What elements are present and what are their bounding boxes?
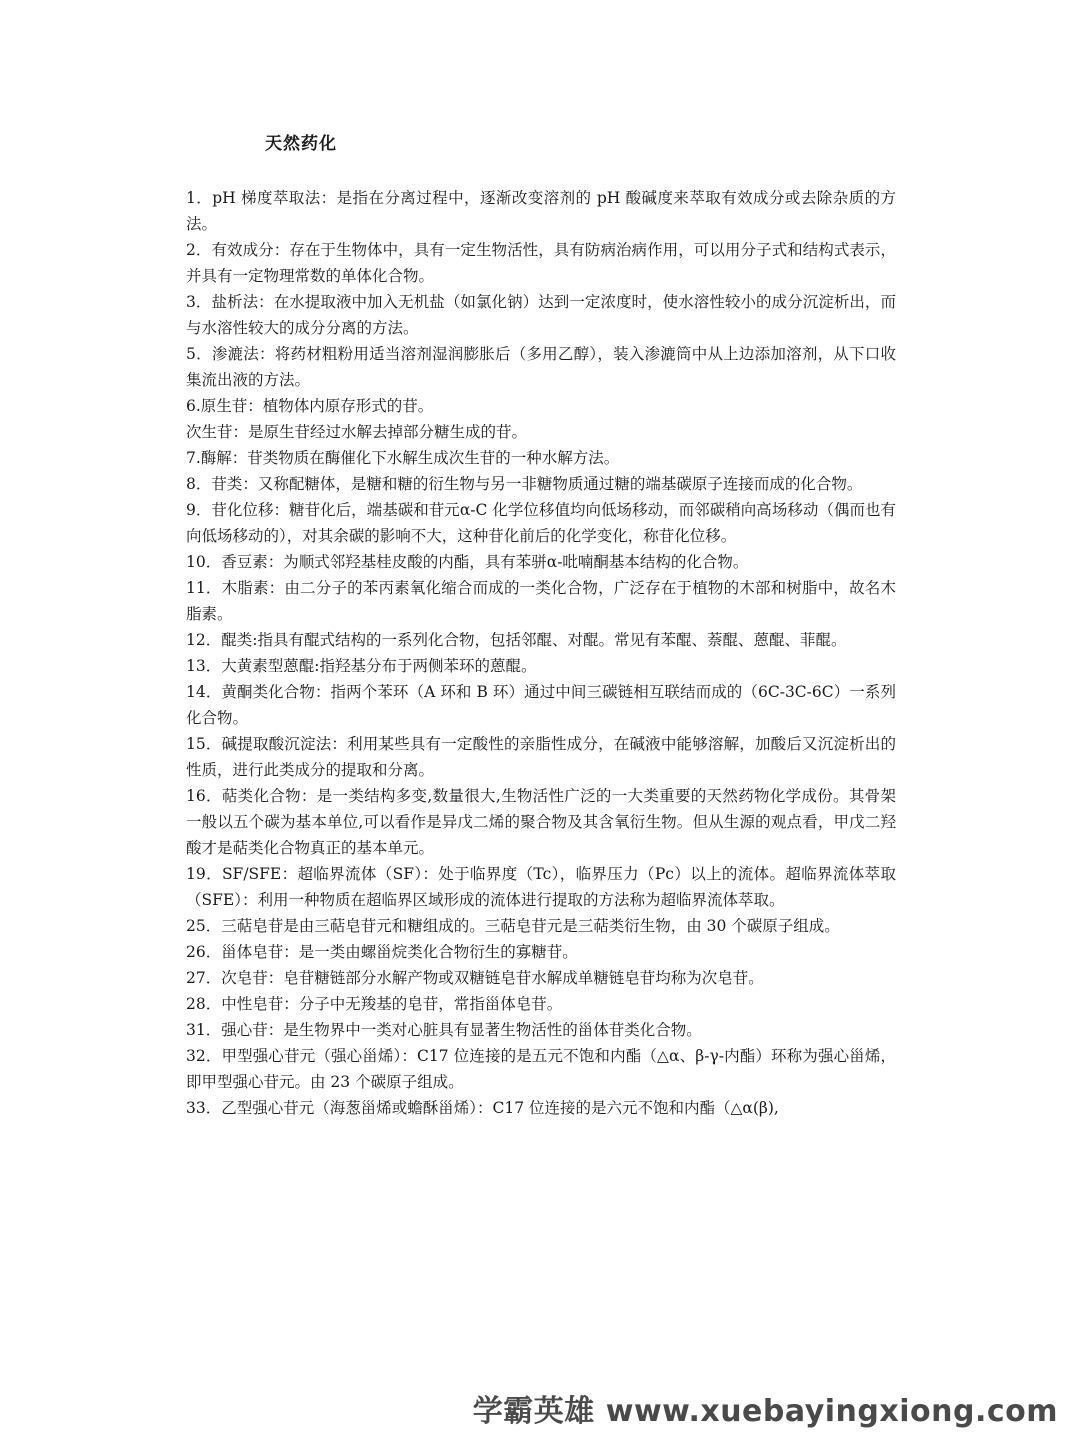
list-item: 19．SF/SFE：超临界流体（SF）：处于临界度（Tc），临界压力（Pc）以上的流体。超临界流体萃取（SFE）：利用一种物质在超临界区域形成的流体进行提取的方法称为超临界流体萃取。	[186, 865, 896, 909]
definition-list	[186, 185, 896, 1121]
list-item: 3．盐析法：在水提取液中加入无机盐（如氯化钠）达到一定浓度时，使水溶性较小的成分沉淀析出，而与水溶性较大的成分分离的方法。	[186, 293, 896, 337]
list-item: 31．强心苷：是生物界中一类对心脏具有显著生物活性的甾体苷类化合物。	[186, 1021, 702, 1039]
list-item: 15．碱提取酸沉淀法：利用某些具有一定酸性的亲脂性成分，在碱液中能够溶解，加酸后又沉淀析出的性质，进行此类成分的提取和分离。	[186, 735, 896, 779]
list-item: 5．渗漉法：将药材粗粉用适当溶剂湿润膨胀后（多用乙醇），装入渗漉筒中从上边添加溶剂，从下口收集流出液的方法。	[186, 345, 896, 389]
list-item: 2．有效成分：存在于生物体中，具有一定生物活性，具有防病治病作用，可以用分子式和结构式表示，并具有一定物理常数的单体化合物。	[186, 241, 896, 285]
list-item: 16．萜类化合物：是一类结构多变,数量很大,生物活性广泛的一大类重要的天然药物化学成份。其骨架一般以五个碳为基本单位,可以看作是异戊二烯的聚合物及其含氧衍生物。但从生源的观点看，甲戊二羟酸才是萜类化合物真正的基本单元。	[186, 787, 896, 857]
list-item: 12．醌类:指具有醌式结构的一系列化合物，包括邻醌、对醌。常见有苯醌、萘醌、蒽醌、菲醌。	[186, 631, 847, 649]
site-watermark: 学霸英雄 www.xuebayingxiong.com	[472, 1394, 1058, 1429]
list-item: 8．苷类：又称配糖体，是糖和糖的衍生物与另一非糖物质通过糖的端基碳原子连接而成的化合物。	[186, 475, 863, 493]
list-item: 25．三萜皂苷是由三萜皂苷元和糖组成的。三萜皂苷元是三萜类衍生物，由 30 个碳原子组成。	[186, 917, 840, 935]
list-item: 32．甲型强心苷元（强心甾烯）：C17 位连接的是五元不饱和内酯（△α、β-γ-内酯）环称为强心甾烯，即甲型强心苷元。由 23 个碳原子组成。	[186, 1047, 896, 1091]
list-item: 26．甾体皂苷：是一类由螺甾烷类化合物衍生的寡糖苷。	[186, 943, 578, 961]
list-item: 28．中性皂苷：分子中无羧基的皂苷，常指甾体皂苷。	[186, 995, 563, 1013]
list-item: 7.酶解：苷类物质在酶催化下水解生成次生苷的一种水解方法。	[186, 449, 620, 467]
list-item: 1．pH 梯度萃取法：是指在分离过程中，逐渐改变溶剂的 pH 酸碱度来萃取有效成分或去除杂质的方法。	[186, 189, 896, 233]
list-item: 6.原生苷：植物体内原存形式的苷。	[186, 397, 434, 415]
list-item: 10．香豆素：为顺式邻羟基桂皮酸的内酯，具有苯骈α-吡喃酮基本结构的化合物。	[186, 553, 749, 571]
list-item: 33．乙型强心苷元（海葱甾烯或蟾酥甾烯）：C17 位连接的是六元不饱和内酯（△α(β),	[186, 1099, 779, 1117]
list-item: 13．大黄素型蒽醌:指羟基分布于两侧苯环的蒽醌。	[186, 657, 537, 675]
list-item: 次生苷：是原生苷经过水解去掉部分糖生成的苷。	[186, 423, 528, 441]
list-item: 11．木脂素：由二分子的苯丙素氧化缩合而成的一类化合物，广泛存在于植物的木部和树脂中，故名木脂素。	[186, 579, 896, 623]
list-item: 14．黄酮类化合物：指两个苯环（A 环和 B 环）通过中间三碳链相互联结而成的（6C-3C-6C）一系列化合物。	[186, 683, 896, 727]
list-item: 9．苷化位移：糖苷化后，端基碳和苷元α-C 化学位移值均向低场移动，而邻碳稍向高场移动（偶而也有向低场移动的），对其余碳的影响不大，这种苷化前后的化学变化，称苷化位移。	[186, 501, 896, 545]
list-item: 27．次皂苷：皂苷糖链部分水解产物或双糖链皂苷水解成单糖链皂苷均称为次皂苷。	[186, 969, 764, 987]
document-title: 天然药化	[265, 134, 337, 154]
